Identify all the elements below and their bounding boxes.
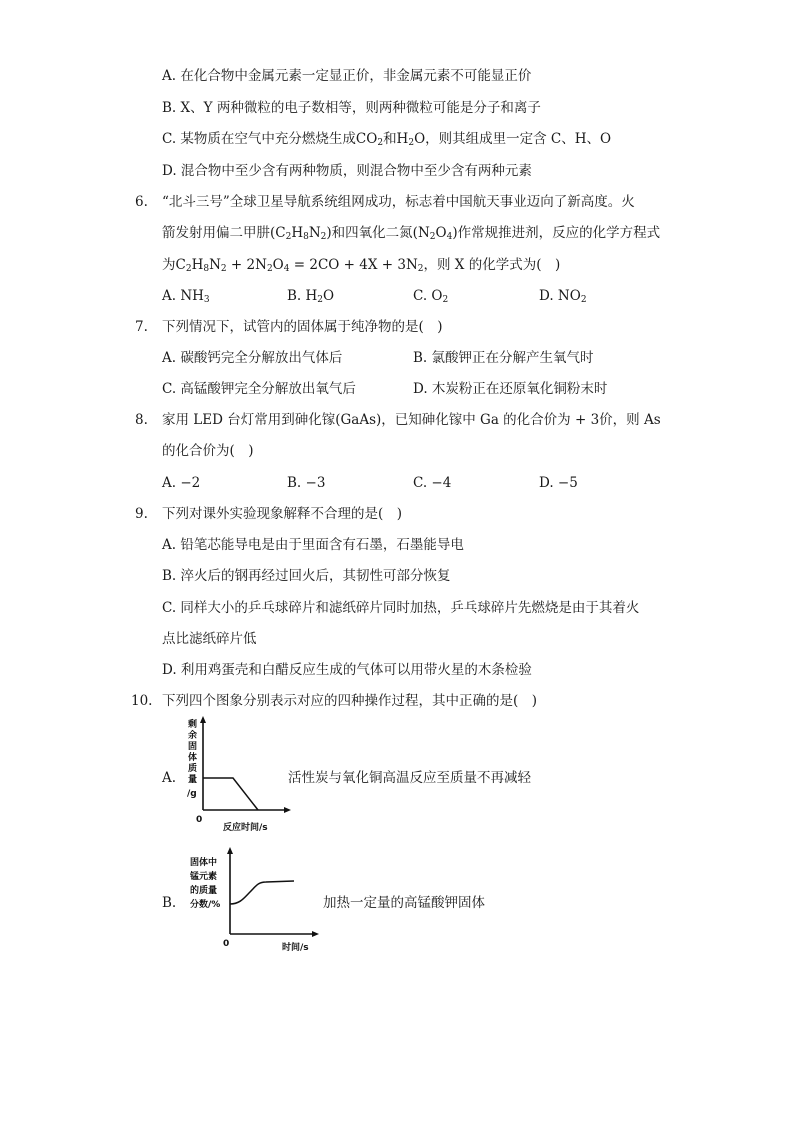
graph-a-xlabel: 反应时间/s — [223, 823, 268, 833]
graph-b-ylabel-line: 的质量 — [190, 886, 218, 896]
graph-a-x-arrow — [284, 807, 291, 813]
q10-graph-b-desc: 加热一定量的高锰酸钾固体 — [323, 895, 485, 911]
q8-number: 8. — [135, 412, 148, 428]
q5-option-d: D. 混合物中至少含有两种物质，则混合物中至少含有两种元素 — [162, 163, 532, 179]
graph-b-origin: 0 — [223, 939, 230, 949]
graph-b-ylabel-line: 固体中 — [190, 858, 218, 868]
graph-a-ylabel-char: /g — [187, 789, 197, 799]
graph-b-xlabel: 时间/s — [282, 943, 309, 953]
q10-graph-b-letter: B. — [162, 895, 177, 911]
q7-option-b: B. 氯酸钾正在分解产生氧气时 — [413, 350, 594, 366]
graph-a-y-arrow — [200, 716, 206, 723]
q6-stem-line3: 为$C_2H_8N_2 + 2N_2O_4 = 2CO + 4X + 3N_2$，则 X 的化学式为( ) — [162, 257, 561, 274]
graph-a-ylabel-char: 余 — [188, 731, 198, 741]
graph-b-curve — [230, 881, 294, 904]
q6-option-c: C. $O_2$ — [413, 288, 449, 305]
graph-a-ylabel-char: 固 — [188, 742, 198, 752]
q10-graph-a-letter: A. — [162, 770, 177, 786]
q6-option-d: D. $NO_2$ — [539, 288, 587, 305]
q9-stem: 下列对课外实验现象解释不合理的是( ) — [162, 506, 403, 522]
q9-option-c-line1: C. 同样大小的乒乓球碎片和滤纸碎片同时加热，乒乓球碎片先燃烧是由于其着火 — [162, 600, 640, 616]
graph-a-ylabel-char: 剩 — [188, 720, 198, 730]
q10-graph-a-desc: 活性炭与氧化铜高温反应至质量不再减轻 — [288, 770, 531, 786]
graph-a-ylabel-char: 量 — [188, 775, 198, 785]
q5-option-c: C. 某物质在空气中充分燃烧生成$CO_2$和$H_2O$，则其组成里一定含 C、H、O — [162, 131, 612, 148]
q6-stem-line2: 箭发射用偏二甲肼$(C_2H_8N_2)$和四氧化二氮$(N_2O_4)$作常规推进剂，反应的化学方程式 — [162, 225, 661, 242]
q7-option-d: D. 木炭粉正在还原氧化铜粉末时 — [413, 381, 608, 397]
q5-option-b: B. X、Y 两种微粒的电子数相等，则两种微粒可能是分子和离子 — [162, 100, 541, 116]
q8-stem-line1: 家用 LED 台灯常用到砷化镓(GaAs)，已知砷化镓中 Ga 的化合价为 + 3价，则 As — [162, 412, 661, 428]
q5-option-a: A. 在化合物中金属元素一定显正价，非金属元素不可能显正价 — [162, 68, 532, 84]
q9-option-d: D. 利用鸡蛋壳和白醋反应生成的气体可以用带火星的木条检验 — [162, 662, 532, 678]
q7-option-a: A. 碳酸钙完全分解放出气体后 — [162, 350, 343, 366]
q8-stem-line2: 的化合价为( ) — [162, 443, 254, 459]
q8-option-c: C. −4 — [413, 475, 452, 491]
q9-option-c-line2: 点比滤纸碎片低 — [162, 631, 257, 647]
q7-stem: 下列情况下，试管内的固体属于纯净物的是( ) — [162, 319, 443, 335]
q6-number: 6. — [135, 194, 148, 210]
graph-b-x-arrow — [312, 931, 319, 937]
q10-graph-a — [178, 716, 298, 834]
graph-a-ylabel — [187, 718, 197, 799]
q10-stem: 下列四个图象分别表示对应的四种操作过程，其中正确的是( ) — [162, 693, 538, 709]
graph-a-curve — [203, 778, 258, 810]
q8-option-d: D. −5 — [539, 475, 578, 491]
graph-b-y-arrow — [227, 847, 233, 854]
q7-number: 7. — [135, 319, 148, 335]
graph-a-ylabel-char: 质 — [188, 764, 198, 774]
q9-option-b: B. 淬火后的钢再经过回火后，其韧性可部分恢复 — [162, 568, 451, 584]
q10-number: 10. — [131, 693, 153, 709]
q6-option-a: A. $NH_3$ — [162, 288, 210, 305]
graph-b-ylabel-line: 分数/% — [190, 900, 221, 910]
q6-stem-line1: “北斗三号”全球卫星导航系统组网成功，标志着中国航天事业迈向了新高度。火 — [162, 194, 635, 210]
graph-a-origin: 0 — [196, 815, 203, 825]
q9-option-a: A. 铅笔芯能导电是由于里面含有石墨，石墨能导电 — [162, 537, 464, 553]
graph-b-ylabel-line: 锰元素 — [190, 872, 218, 882]
graph-b-ylabel — [189, 856, 220, 910]
q6-option-b: B. $H_2O$ — [287, 288, 335, 305]
q8-option-b: B. −3 — [287, 475, 326, 491]
q9-number: 9. — [135, 506, 148, 522]
q7-option-c: C. 高锰酸钾完全分解放出氧气后 — [162, 381, 356, 397]
q10-graph-b — [188, 846, 328, 956]
q8-option-a: A. −2 — [162, 475, 201, 491]
graph-a-ylabel-char: 体 — [188, 753, 198, 763]
